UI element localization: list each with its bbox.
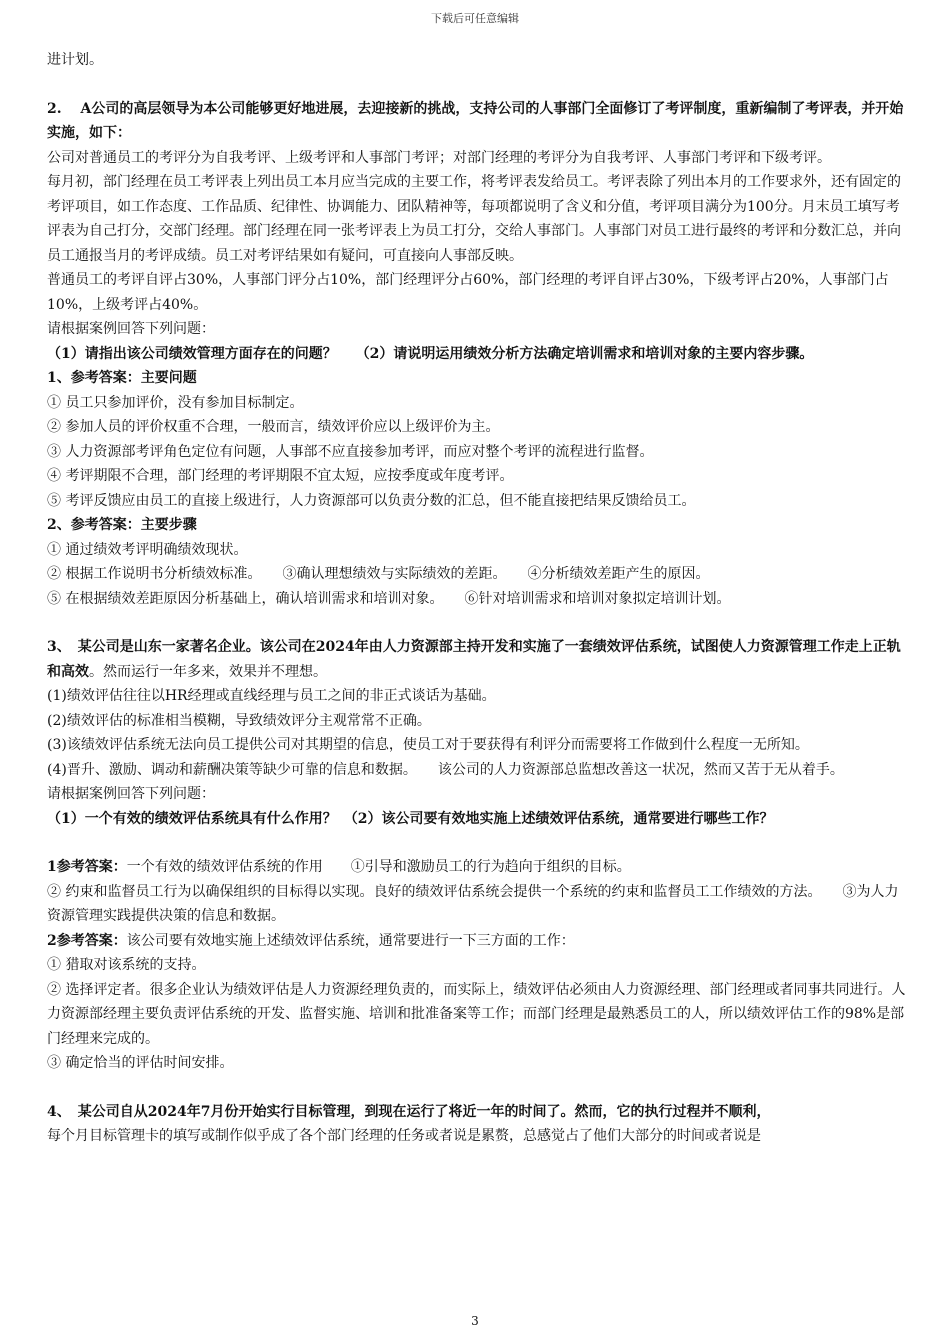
list-item: ③ 确定恰当的评估时间安排。 xyxy=(47,1055,234,1071)
answer-b1-label: 1参考答案： xyxy=(47,859,127,875)
paragraph: 每月初，部门经理在员工考评表上列出员工本月应当完成的主要工作，将考评表发给员工。考评表除了列出本月的工作要求外，还有固定的考评项目，如工作态度、工作品质、纪律性、协调能力、团队精神等，每项都说明了含义和分值，考评项目满分为100分。月末员工填写考评表为自己打分，交部门经理。部门经理在同一张考评表上为员工打分，交给人事部门。人事部门对员工进行最终的考评和分数汇总，并向员工通报当月的考评成绩。员工对考评结果如有疑问，可直接向人事部反映。 xyxy=(47,174,901,264)
question-4-title: 4、 某公司自从2024年7月份开始实行目标管理，到现在运行了将近一年的时间了。然而，它的执行过程并不顺利， xyxy=(47,1103,771,1120)
document-body xyxy=(47,48,909,1149)
answer-2-title: 2、参考答案：主要步骤 xyxy=(47,517,197,533)
list-item: ④ 考评期限不合理，部门经理的考评期限不宜太短，应按季度或年度考评。 xyxy=(47,468,514,484)
question-3-title-bold: 3、 某公司是山东一家著名企业。该公司在2024年由人力资源部主持开发和实施了一套绩效评估系统，试图使人力资源管理工作走上正轨和高效 xyxy=(47,639,901,680)
list-item: (3)该绩效评估系统无法向员工提供公司对其期望的信息，使员工对于要获得有利评分而需要将工作做到什么程度一无所知。 xyxy=(47,737,809,753)
paragraph: 公司对普通员工的考评分为自我考评、上级考评和人事部门考评；对部门经理的考评分为自我考评、人事部门考评和下级考评。 xyxy=(47,149,831,166)
answer-b2-text: 该公司要有效地实施上述绩效评估系统，通常要进行一下三方面的工作： xyxy=(126,932,575,949)
list-item: ② 选择评定者。很多企业认为绩效评估是人力资源经理负责的，而实际上，绩效评估必须由人力资源经理、部门经理或者同事共同进行。人力资源部经理主要负责评估系统的开发、监督实施、培训和批准备案等工作；而部门经理是最熟悉员工的人，所以绩效评估工作的98%是部门经理来完成的。 xyxy=(47,981,906,1047)
answer-1-title: 1、参考答案：主要问题 xyxy=(47,370,197,386)
list-item: ① 通过绩效考评明确绩效现状。 xyxy=(47,541,248,558)
list-item: ① 员工只参加评价，没有参加目标制定。 xyxy=(47,394,304,411)
paragraph: 请根据案例回答下列问题： xyxy=(47,321,215,337)
paragraph: 请根据案例回答下列问题： xyxy=(47,786,215,802)
list-item: (2)绩效评估的标准相当模糊，导致绩效评分主观常常不正确。 xyxy=(47,712,431,729)
list-item: ⑤ 在根据绩效差距原因分析基础上，确认培训需求和培训对象。 ⑥针对培训需求和培训对象拟定培训计划。 xyxy=(47,590,731,607)
list-item: ② 参加人员的评价权重不合理，一般而言，绩效评价应以上级评价为主。 xyxy=(47,419,500,435)
paragraph: 普通员工的考评自评占30%，人事部门评分占10%，部门经理评分占60%，部门经理的考评自评占30%，下级考评占20%，人事部门占10%，上级考评占40%。 xyxy=(47,272,889,313)
list-item: ② 根据工作说明书分析绩效标准。 ③确认理想绩效与实际绩效的差距。 ④分析绩效差距产生的原因。 xyxy=(47,566,710,582)
question-2-prompts: （1）请指出该公司绩效管理方面存在的问题？ （2）请说明运用绩效分析方法确定培训需求和培训对象的主要内容步骤。 xyxy=(47,345,814,362)
answer-b2 xyxy=(47,929,909,954)
answer-b2-label: 2参考答案： xyxy=(47,932,127,949)
paragraph: 每个月目标管理卡的填写或制作似乎成了各个部门经理的任务或者说是累赘，总感觉占了他们大部分的时间或者说是 xyxy=(47,1128,761,1144)
question-3-prompts: （1）一个有效的绩效评估系统具有什么作用？ （2）该公司要有效地实施上述绩效评估系统，通常要进行哪些工作？ xyxy=(47,810,774,827)
page-header: 下载后可任意编辑 xyxy=(431,12,519,25)
list-item: ③ 人力资源部考评角色定位有问题，人事部不应直接参加考评，而应对整个考评的流程进行监督。 xyxy=(47,443,654,460)
list-item: ⑤ 考评反馈应由员工的直接上级进行，人力资源部可以负责分数的汇总，但不能直接把结果反馈给员工。 xyxy=(47,492,696,509)
question-3-title xyxy=(47,635,909,684)
answer-b1 xyxy=(47,855,909,880)
list-item: ② 约束和监督员工行为以确保组织的目标得以实现。良好的绩效评估系统会提供一个系统的约束和监督员工工作绩效的方法。 ③为人力资源管理实践提供决策的信息和数据。 xyxy=(47,883,899,924)
text-line: 进计划。 xyxy=(47,52,103,68)
list-item: ① 猎取对该系统的支持。 xyxy=(47,957,206,973)
list-item: (1)绩效评估往往以HR经理或直线经理与员工之间的非正式谈话为基础。 xyxy=(47,688,496,704)
page-number: 3 xyxy=(471,1314,479,1328)
question-2-title: 2. A公司的高层领导为本公司能够更好地进展，去迎接新的挑战，支持公司的人事部门全面修订了考评制度，重新编制了考评表，并开始实施，如下： xyxy=(47,100,904,141)
list-item: (4)晋升、激励、调动和薪酬决策等缺少可靠的信息和数据。 该公司的人力资源部总监想改善这一状况，然而又苦于无从着手。 xyxy=(47,761,844,778)
question-3-title-tail: 。然而运行一年多来，效果并不理想。 xyxy=(89,663,327,680)
answer-b1-text: 一个有效的绩效评估系统的作用 ①引导和激励员工的行为趋向于组织的目标。 xyxy=(126,859,631,875)
